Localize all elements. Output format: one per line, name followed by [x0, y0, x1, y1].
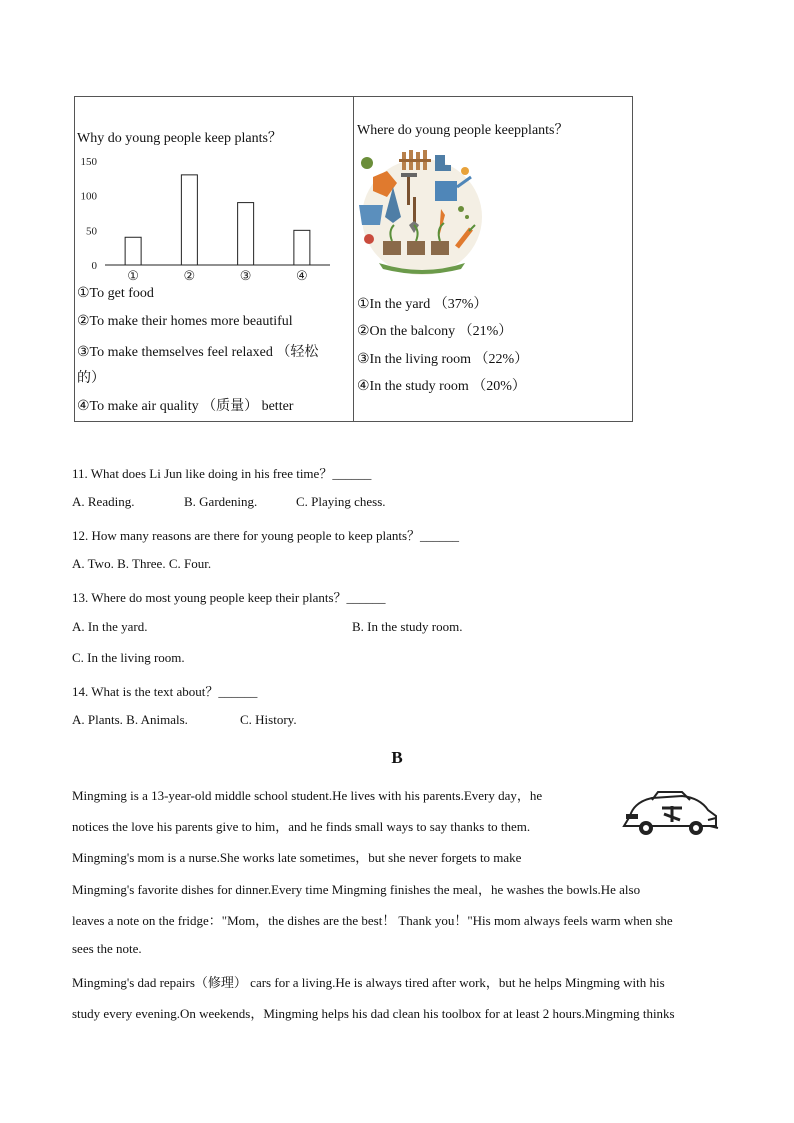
place-4: ④In the study room （20%）	[357, 379, 526, 394]
reason-1: ①To get food	[77, 286, 154, 301]
q14-option-ab: A. Plants. B. Animals.	[72, 712, 188, 727]
q14-option-c: C. History.	[240, 712, 297, 727]
places-title: Where do young people keepplants？	[357, 123, 569, 138]
q11-option-b: B. Gardening.	[184, 494, 258, 509]
passage-line-4: Mingming's favorite dishes for dinner.Every time Mingming finishes the meal，he washes the bowls.He also	[72, 882, 641, 897]
bar	[294, 230, 310, 265]
x-tick-label: ①	[127, 268, 139, 283]
reason-3-cont: 的）	[77, 371, 105, 386]
gardening-illustration	[357, 147, 487, 277]
passage-line-7: Mingming's dad repairs（修理） cars for a living.He is always tired after work，but he helps Mingming with his	[72, 975, 665, 990]
place-1: ①In the yard （37%）	[357, 297, 488, 312]
question-12: 12. How many reasons are there for young people to keep plants？______	[72, 528, 460, 543]
question-14: 14. What is the text about？______	[72, 684, 258, 699]
reason-4: ④To make air quality （质量） better	[77, 399, 294, 414]
passage-line-3: Mingming's mom is a nurse.She works late sometimes，but she never forgets to make	[72, 850, 522, 865]
section-b-heading: B	[391, 748, 403, 767]
x-tick-label: ②	[183, 268, 196, 283]
table-divider	[353, 97, 354, 421]
bar-chart	[75, 153, 335, 283]
bar	[125, 237, 141, 265]
place-2: ②On the balcony （21%）	[357, 324, 513, 339]
q13-option-b: B. In the study room.	[352, 619, 463, 634]
y-tick-label: 0	[91, 260, 97, 272]
chart-title: Why do young people keep plants？	[77, 131, 282, 146]
bar	[181, 175, 197, 265]
passage-line-6: sees the note.	[72, 941, 142, 956]
q13-option-a: A. In the yard.	[72, 619, 148, 634]
q11-option-c: C. Playing chess.	[296, 494, 386, 509]
x-tick-label: ③	[239, 268, 252, 283]
reason-3: ③To make themselves feel relaxed （轻松	[77, 345, 319, 360]
y-tick-label: 50	[86, 225, 97, 238]
x-tick-label: ④	[296, 268, 308, 283]
info-table	[74, 96, 633, 422]
place-3: ③In the living room （22%）	[357, 352, 529, 367]
q11-option-a: A. Reading.	[72, 494, 135, 509]
y-tick-label: 150	[80, 156, 97, 168]
q13-option-c: C. In the living room.	[72, 650, 185, 665]
passage-line-2: notices the love his parents give to him，and he finds small ways to say thanks to them.	[72, 819, 531, 834]
passage-line-1: Mingming is a 13-year-old middle school student.He lives with his parents.Every day，he	[72, 788, 543, 803]
bar	[238, 203, 254, 265]
q12-options: A. Two. B. Three. C. Four.	[72, 556, 212, 571]
passage-line-5: leaves a note on the fridge："Mom，the dishes are the best！ Thank you！"His mom always feels warm when she	[72, 913, 673, 928]
reason-2: ②To make their homes more beautiful	[77, 314, 293, 329]
y-tick-label: 100	[80, 190, 97, 203]
question-13: 13. Where do most young people keep their plants？______	[72, 590, 386, 605]
passage-line-8: study every evening.On weekends，Mingming helps his dad clean his toolbox for at least 2 hours.Mingming thinks	[72, 1006, 675, 1021]
question-11: 11. What does Li Jun like doing in his free time？______	[72, 466, 372, 481]
car-illustration	[622, 786, 722, 846]
